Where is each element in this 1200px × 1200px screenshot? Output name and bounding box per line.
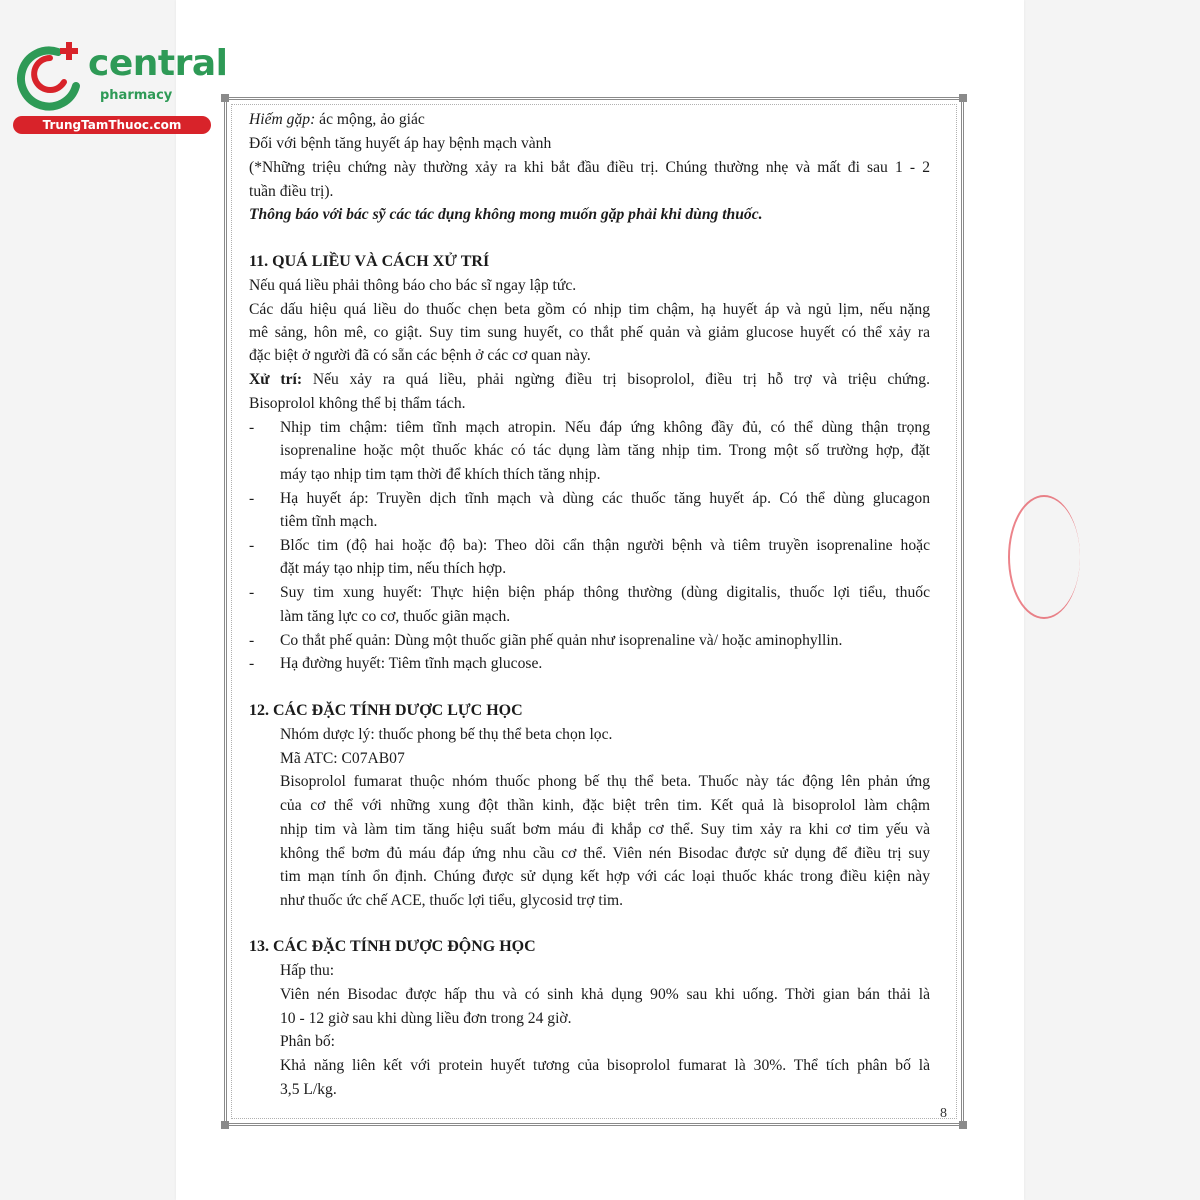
section-12-title: 12. CÁC ĐẶC TÍNH DƯỢC LỰC HỌC xyxy=(249,702,523,719)
section-13-title: 13. CÁC ĐẶC TÍNH DƯỢC ĐỘNG HỌC xyxy=(249,938,536,955)
text-line: máy tạo nhịp tim tạm thời để khích thích tăng nhịp. xyxy=(280,466,601,483)
text-line: 10 - 12 giờ sau khi dùng liều đơn trong 24 giờ. xyxy=(280,1010,572,1027)
bullet-dash: - xyxy=(249,584,255,601)
text-line: Hạ đường huyết: Tiêm tĩnh mạch glucose. xyxy=(280,655,543,672)
logo-sub-text: pharmacy xyxy=(100,88,173,103)
text-line: Nếu quá liều phải thông báo cho bác sĩ ngay lập tức. xyxy=(249,277,577,294)
section-11-title: 11. QUÁ LIỀU VÀ CÁCH XỬ TRÍ xyxy=(249,253,490,270)
treatment-label: Xử trí: xyxy=(249,371,303,388)
text-line: tuần điều trị). xyxy=(249,183,334,200)
text-line: Bisoprolol không thể bị thẩm tách. xyxy=(249,395,466,412)
page-number: 8 xyxy=(940,1106,947,1121)
text-line: Blốc tim (độ hai hoặc độ ba): Theo dõi cẩn thận người bệnh và tiêm truyền isoprenaline hoặc xyxy=(280,537,930,554)
text-line: Suy tim xung huyết: Thực hiện biện pháp thông thường (dùng digitalis, thuốc lợi tiểu, thuốc xyxy=(280,584,930,601)
text-line: Các dấu hiệu quá liều do thuốc chẹn beta gồm có nhịp tim chậm, hạ huyết áp và ngủ lịm, nếu nặng xyxy=(249,301,930,318)
text-line: của cơ thể với những xung đột thần kinh, đặc biệt trên tim. Kết quả là bisoprolol làm chậm xyxy=(280,797,930,814)
text-line: Hạ huyết áp: Truyền dịch tĩnh mạch và dùng các thuốc tăng huyết áp. Có thể dùng glucagon xyxy=(280,490,930,507)
rare-text: ác mộng, ảo giác xyxy=(315,111,425,128)
text-line: làm tăng lực co cơ, thuốc giãn mạch. xyxy=(280,608,511,625)
bullet-dash: - xyxy=(249,419,255,436)
text-line: Khả năng liên kết với protein huyết tương của bisoprolol fumarat là 30%. Thể tích phân bố là xyxy=(280,1057,930,1074)
bullet-dash: - xyxy=(249,655,255,672)
text-line: Viên nén Bisodac được hấp thu và có sinh khả dụng 90% sau khi uống. Thời gian bán thải là xyxy=(280,986,930,1003)
text-line: isoprenaline hoặc một thuốc khác có tác dụng làm tăng nhịp tim. Trong một số trường hợp, đặt xyxy=(280,442,930,459)
text-line: Nhóm dược lý: thuốc phong bế thụ thể beta chọn lọc. xyxy=(280,726,613,743)
text-line: Nhịp tim chậm: tiêm tĩnh mạch atropin. Nếu đáp ứng không đầy đủ, có thể dùng thận trọng xyxy=(280,419,930,436)
bullet-dash: - xyxy=(249,490,255,507)
rare-effects-line xyxy=(249,110,930,130)
text-line: đặt máy tạo nhịp tim, nếu thích hợp. xyxy=(280,560,507,577)
logo-brand-text: central xyxy=(88,43,228,84)
text-line: tim mạn tính ổn định. Chúng được sử dụng kết hợp với các loại thuốc khác trong điều kiện này xyxy=(280,868,930,885)
text-line: Hấp thu: xyxy=(280,962,335,979)
bullet-dash: - xyxy=(249,537,255,554)
text-line: đặc biệt ở người đã có sẵn các bệnh ở các cơ quan này. xyxy=(249,347,591,364)
bullet-dash: - xyxy=(249,632,255,649)
text-line: tiêm tĩnh mạch. xyxy=(280,513,378,530)
text-line: Co thắt phế quản: Dùng một thuốc giãn phế quản như isoprenaline và/ hoặc aminophyllin. xyxy=(280,632,843,649)
text-line: Mã ATC: C07AB07 xyxy=(280,750,405,767)
text-line: Phân bố: xyxy=(280,1033,336,1050)
text-line: nhịp tim và làm tim tăng hiệu suất bơm máu đi khắp cơ thể. Suy tim xảy ra khi cơ tim yếu và xyxy=(280,821,930,838)
text-line: mê sảng, hôn mê, co giật. Suy tim sung huyết, co thắt phế quản và giảm glucose huyết có thể xảy ra xyxy=(249,324,930,341)
text-line: không thể bơm đủ máu đáp ứng nhu cầu cơ thể. Viên nén Bisodac được sử dụng để điều trị suy xyxy=(280,845,930,862)
text-line: (*Những triệu chứng này thường xảy ra khi bắt đầu điều trị. Chúng thường nhẹ và mất đi sau 1 - 2 xyxy=(249,159,930,176)
treatment-text: Nếu xảy ra quá liều, phải ngừng điều trị bisoprolol, điều trị hỗ trợ và triệu chứng. xyxy=(302,371,930,388)
logo-website-link[interactable]: TrungTamThuoc.com xyxy=(13,116,211,134)
text-line: như thuốc ức chế ACE, thuốc lợi tiểu, glycosid trợ tim. xyxy=(280,892,624,909)
text-line: Đối với bệnh tăng huyết áp hay bệnh mạch vành xyxy=(249,135,552,152)
warning-line: Thông báo với bác sỹ các tác dụng không mong muốn gặp phải khi dùng thuốc. xyxy=(249,206,763,223)
rare-label: Hiếm gặp: xyxy=(249,111,316,128)
text-line: Bisoprolol fumarat thuộc nhóm thuốc phong bế thụ thể beta. Thuốc này tác động lên phản ứng xyxy=(280,773,930,790)
text-line: 3,5 L/kg. xyxy=(280,1081,337,1098)
treatment-line xyxy=(249,370,930,390)
